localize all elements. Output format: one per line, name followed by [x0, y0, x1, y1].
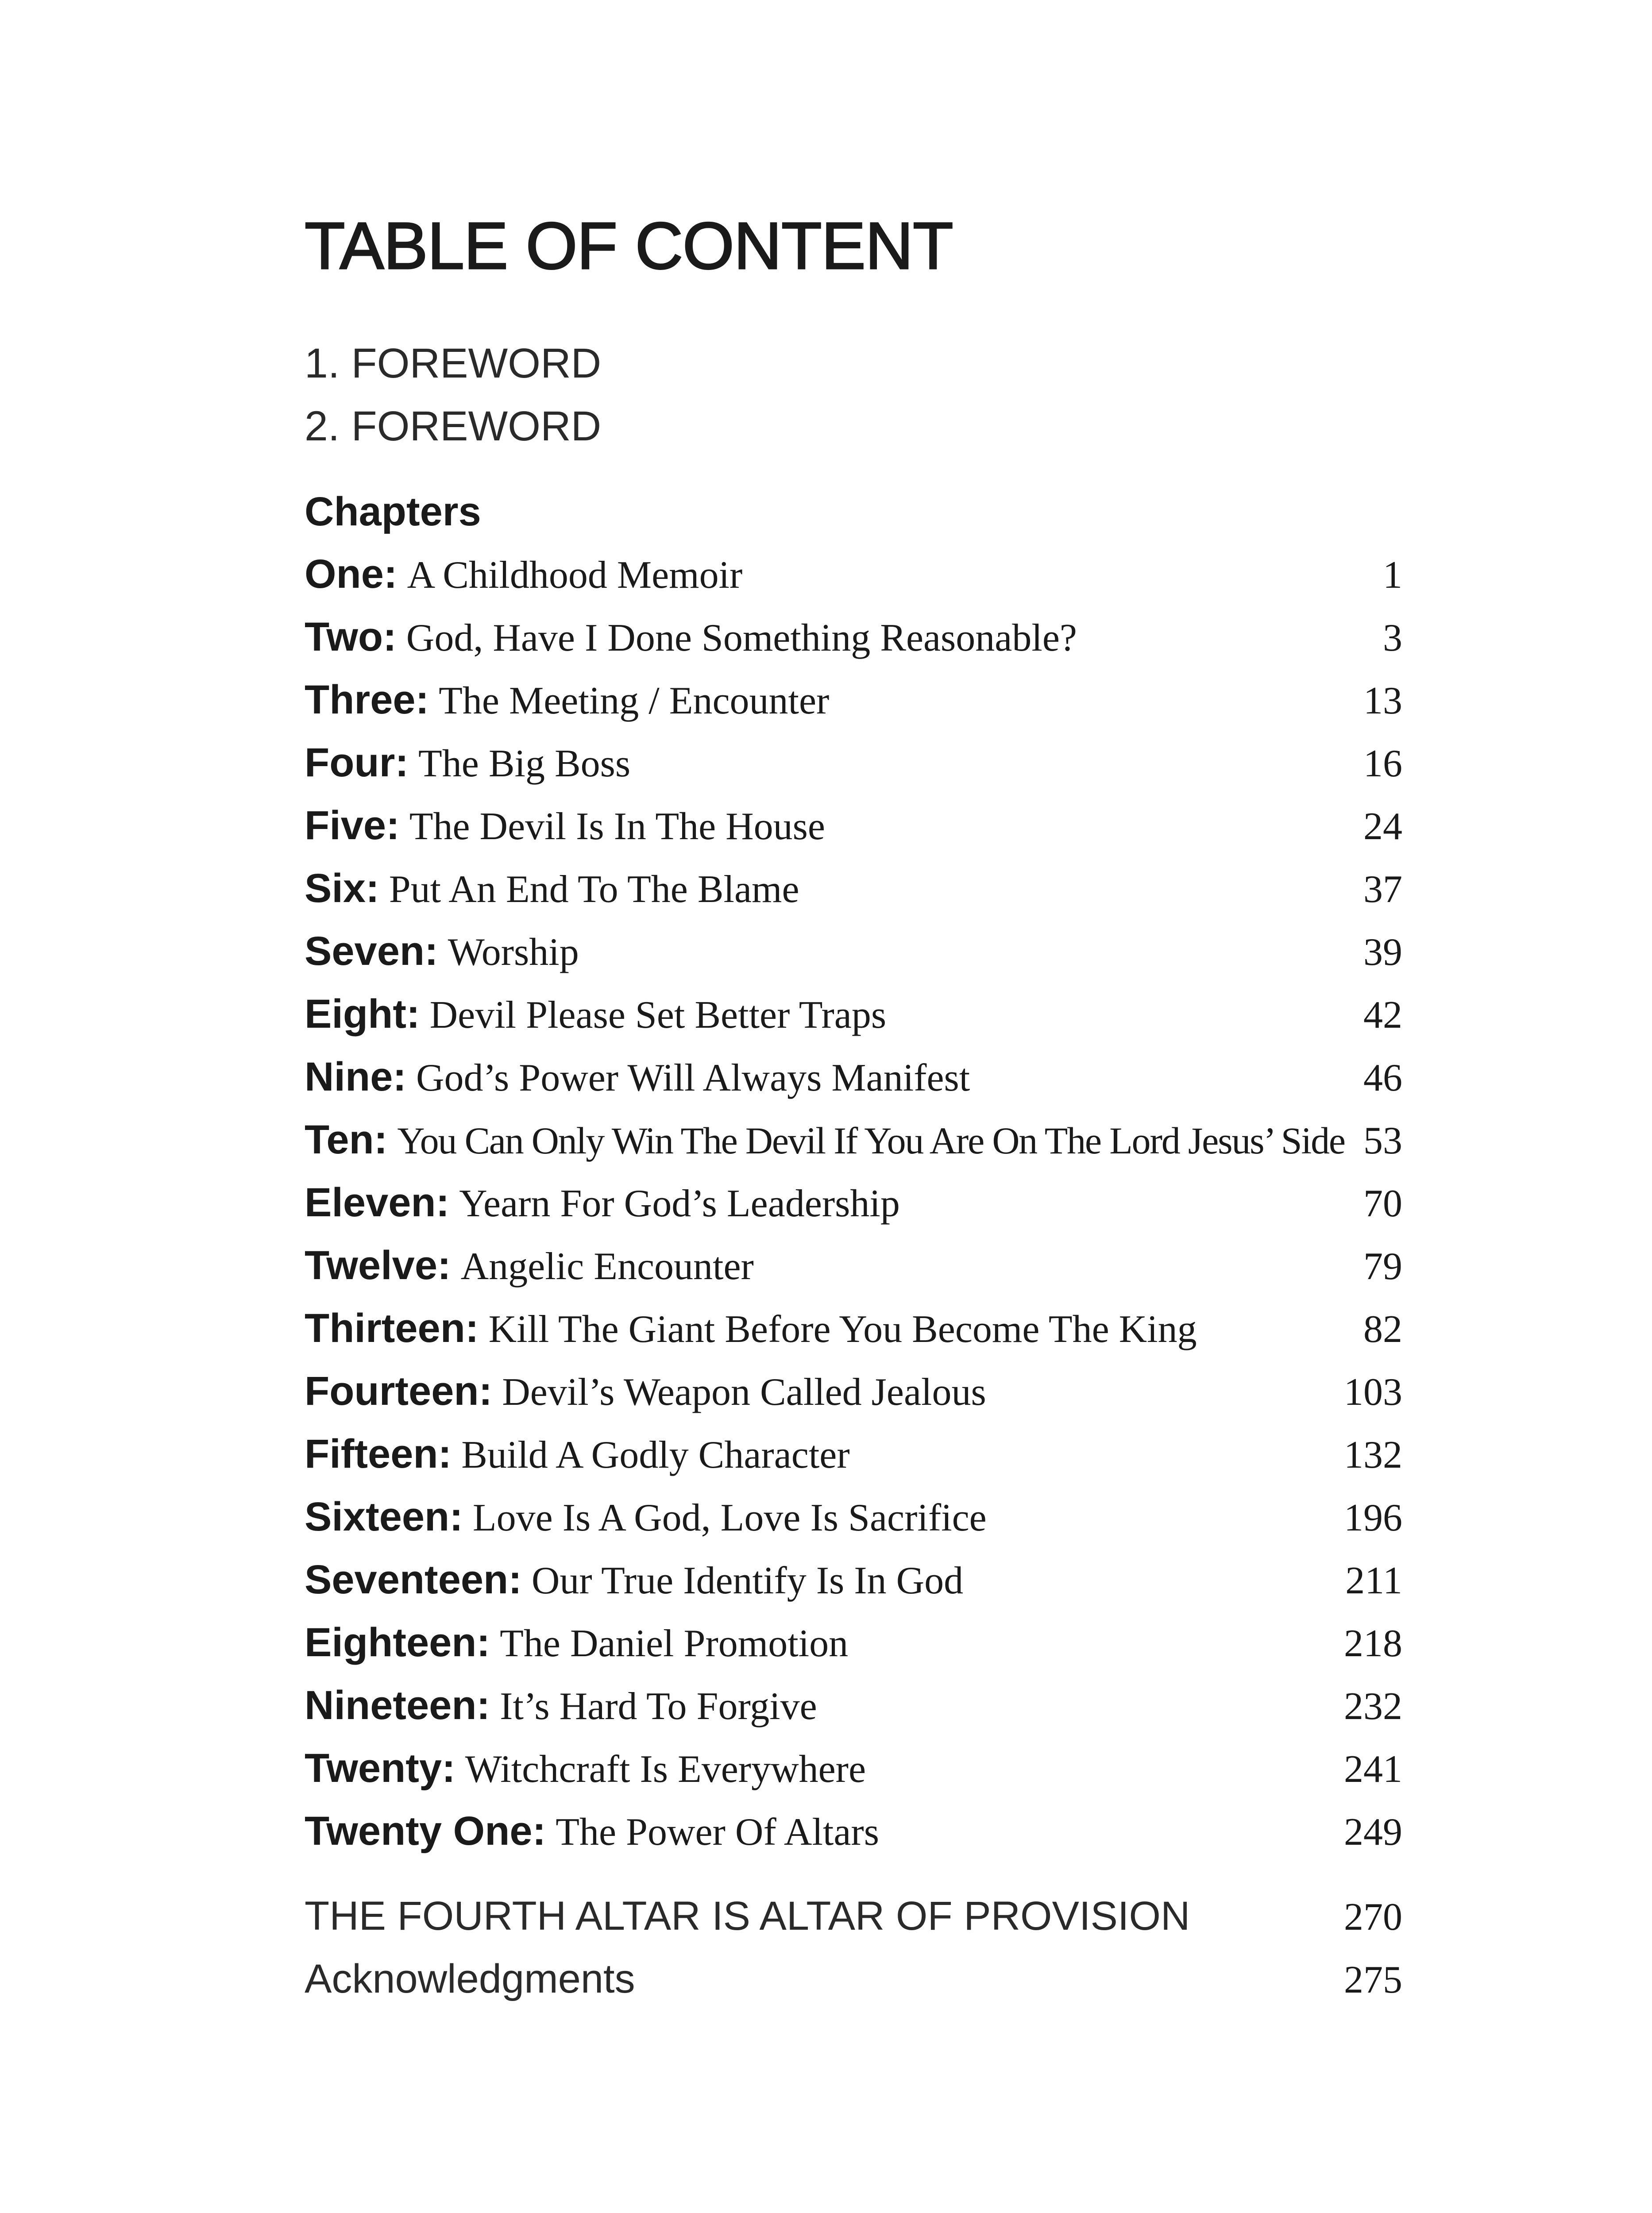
chapter-page-number: 24 [1363, 805, 1402, 848]
chapter-text [305, 1045, 970, 1110]
chapter-text [305, 605, 1077, 670]
chapter-entry[interactable] [305, 920, 1402, 983]
chapter-entry[interactable] [305, 1171, 1402, 1234]
chapter-number: Nineteen: [305, 1683, 490, 1728]
chapter-text [305, 1423, 850, 1487]
chapter-entry[interactable] [305, 1800, 1402, 1862]
chapter-text [305, 794, 825, 858]
chapter-page-number: 16 [1363, 742, 1402, 785]
foreword-item[interactable]: 2. FOREWORD [305, 403, 602, 450]
chapter-entry[interactable] [305, 1297, 1402, 1360]
chapter-entry[interactable] [305, 1737, 1402, 1800]
foreword-item[interactable]: 1. FOREWORD [305, 340, 602, 387]
back-matter-page-number: 275 [1344, 1959, 1402, 2001]
chapter-title: Build A Godly Character [461, 1434, 850, 1477]
chapter-entry[interactable] [305, 983, 1402, 1045]
chapter-title: Devil Please Set Better Traps [429, 994, 887, 1037]
chapter-text [305, 1108, 1345, 1172]
chapter-number: Eleven: [305, 1180, 450, 1225]
chapter-text [305, 1297, 1197, 1361]
chapter-page-number: 46 [1363, 1056, 1402, 1099]
chapter-text [305, 1737, 866, 1801]
chapter-title: Our True Identify Is In God [531, 1559, 964, 1602]
back-matter-list [305, 1885, 1402, 2010]
chapter-title: The Big Boss [418, 742, 631, 785]
chapter-page-number: 37 [1363, 868, 1402, 911]
chapter-page-number: 249 [1344, 1811, 1402, 1854]
chapter-number: One: [305, 551, 398, 597]
chapter-text [305, 1548, 963, 1612]
chapter-entry[interactable] [305, 731, 1402, 794]
back-matter-entry[interactable] [305, 1885, 1402, 1947]
chapter-text [305, 857, 799, 921]
chapter-title: Witchcraft Is Everywhere [465, 1748, 866, 1791]
chapter-title: Devil’s Weapon Called Jealous [502, 1371, 986, 1414]
chapter-number: Three: [305, 677, 429, 722]
chapter-page-number: 218 [1344, 1622, 1402, 1665]
chapter-number: Twenty: [305, 1746, 455, 1791]
chapter-title: Love Is A God, Love Is Sacrifice [472, 1496, 987, 1539]
chapter-number: Seven: [305, 929, 438, 974]
chapter-title: Angelic Encounter [460, 1245, 754, 1288]
chapter-page-number: 70 [1363, 1182, 1402, 1225]
page-title: TABLE OF CONTENT [305, 208, 953, 283]
chapter-entry[interactable] [305, 794, 1402, 857]
chapter-title: Put An End To The Blame [389, 868, 799, 911]
chapter-entry[interactable] [305, 1674, 1402, 1737]
chapter-page-number: 1 [1383, 554, 1402, 597]
back-matter-label: Acknowledgments [305, 1956, 635, 2001]
chapter-text [305, 1234, 754, 1298]
chapter-number: Fourteen: [305, 1369, 493, 1414]
chapter-title: A Childhood Memoir [407, 554, 743, 597]
chapter-entry[interactable] [305, 1234, 1402, 1297]
chapter-text [305, 983, 886, 1047]
chapter-number: Eight: [305, 991, 420, 1037]
chapter-text [305, 1360, 986, 1424]
chapter-entry[interactable] [305, 605, 1402, 668]
chapter-page-number: 232 [1344, 1685, 1402, 1728]
chapter-entry[interactable] [305, 543, 1402, 605]
chapter-entry[interactable] [305, 1423, 1402, 1485]
chapter-text [305, 1611, 848, 1675]
back-matter-entry[interactable] [305, 1947, 1402, 2010]
chapter-text [305, 1171, 900, 1235]
chapter-title: You Can Only Win The Devil If You Are On The Lord Jesus’ Side [397, 1119, 1345, 1162]
chapter-number: Nine: [305, 1054, 406, 1099]
chapter-text [305, 543, 742, 607]
foreword-list [305, 332, 1402, 458]
chapter-title: God’s Power Will Always Manifest [416, 1056, 970, 1099]
chapter-number: Seventeen: [305, 1557, 522, 1602]
chapter-title: Yearn For God’s Leadership [459, 1182, 900, 1225]
back-matter-page-number: 270 [1344, 1896, 1402, 1939]
chapter-title: Worship [448, 931, 579, 974]
chapter-number: Thirteen: [305, 1306, 479, 1351]
chapter-number: Sixteen: [305, 1494, 463, 1539]
chapter-page-number: 196 [1344, 1496, 1402, 1539]
chapter-title: The Daniel Promotion [500, 1622, 849, 1665]
chapter-title: God, Have I Done Something Reasonable? [406, 617, 1077, 659]
chapter-text [305, 1485, 987, 1550]
chapter-number: Six: [305, 866, 379, 911]
chapter-number: Eighteen: [305, 1620, 490, 1665]
chapter-page-number: 79 [1363, 1245, 1402, 1288]
toc-page [305, 208, 1402, 2010]
chapter-number: Twelve: [305, 1243, 451, 1288]
chapters-heading: Chapters [305, 489, 481, 534]
chapter-number: Fifteen: [305, 1431, 452, 1477]
back-matter-label: THE FOURTH ALTAR IS ALTAR OF PROVISION [305, 1893, 1190, 1939]
chapter-text [305, 1674, 817, 1738]
chapter-page-number: 103 [1344, 1371, 1402, 1414]
chapter-list [305, 543, 1402, 1862]
chapter-title: The Meeting / Encounter [439, 679, 830, 722]
chapter-page-number: 13 [1363, 679, 1402, 722]
chapter-page-number: 82 [1363, 1308, 1402, 1351]
chapter-number: Two: [305, 614, 397, 659]
chapter-entry[interactable] [305, 668, 1402, 731]
chapter-entry[interactable] [305, 1045, 1402, 1108]
chapter-number: Ten: [305, 1117, 388, 1162]
chapter-title: Kill The Giant Before You Become The King [488, 1308, 1197, 1351]
chapter-page-number: 3 [1383, 617, 1402, 659]
chapter-title: It’s Hard To Forgive [500, 1685, 817, 1728]
chapter-text [305, 1800, 879, 1864]
chapter-entry[interactable] [305, 857, 1402, 920]
chapter-number: Four: [305, 740, 409, 785]
chapter-title: The Power Of Altars [556, 1811, 879, 1854]
chapter-title: The Devil Is In The House [409, 805, 825, 848]
chapter-text [305, 668, 829, 733]
chapter-entry[interactable] [305, 1360, 1402, 1423]
chapter-entry[interactable] [305, 1548, 1402, 1611]
chapter-page-number: 211 [1345, 1559, 1402, 1602]
chapter-page-number: 132 [1344, 1434, 1402, 1477]
chapter-entry[interactable] [305, 1108, 1402, 1171]
chapter-number: Twenty One: [305, 1808, 546, 1854]
chapter-page-number: 53 [1363, 1119, 1402, 1162]
chapter-entry[interactable] [305, 1485, 1402, 1548]
chapter-page-number: 42 [1363, 994, 1402, 1037]
chapter-entry[interactable] [305, 1611, 1402, 1674]
chapter-number: Five: [305, 803, 400, 848]
chapter-page-number: 241 [1344, 1748, 1402, 1791]
chapter-text [305, 731, 630, 795]
chapter-text [305, 920, 579, 984]
chapter-page-number: 39 [1363, 931, 1402, 974]
